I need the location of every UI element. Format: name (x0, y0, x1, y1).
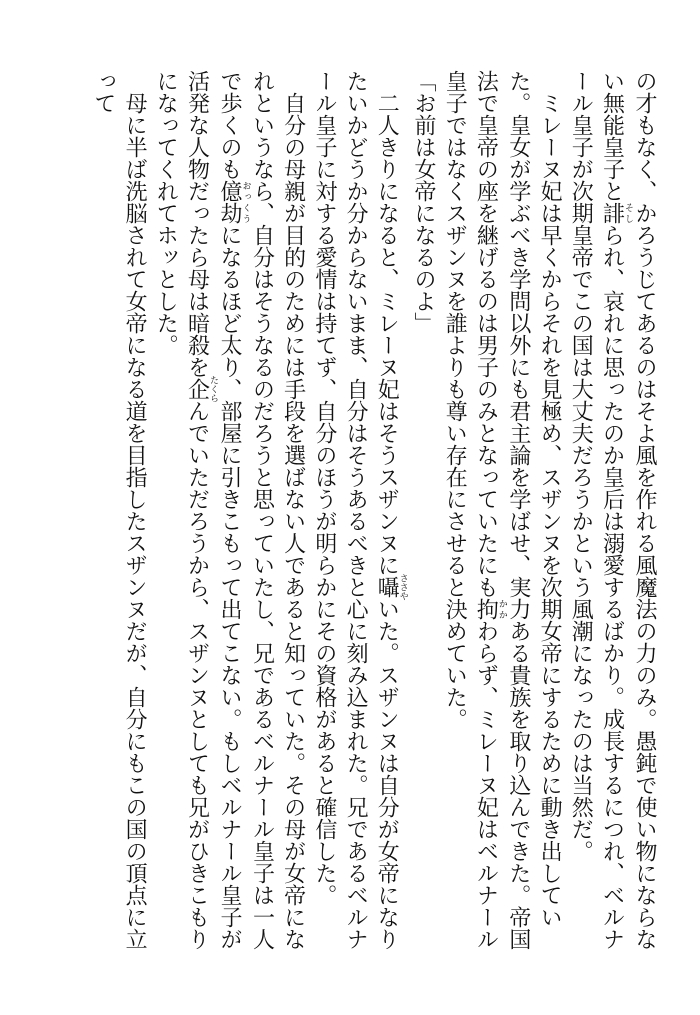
paragraph (309, 70, 408, 960)
ruby-reading: たくら (207, 375, 218, 403)
text-run: 母に半ば洗脳されて女帝になる道を目指したスザンヌだが、自分にもこの国の頂点に立って (90, 70, 148, 950)
ruby-reading: かか (496, 598, 507, 620)
paragraph (150, 70, 309, 960)
ruby-base: 拘 (473, 598, 499, 620)
ruby-base: 囁 (374, 573, 400, 601)
text-run: ミレーヌ妃は早くからそれを見極め、スザンヌを次期女帝にするために動き出していた。皇女が学ぶべき学問以外にも君主論を学ばせ、実力ある貴族を取り込んできた。帝国法で皇帝の座を継げるのは男子のみとなっていたにも (473, 70, 563, 950)
text-run: られ、哀れに思ったのか皇后は溺愛するばかり。成長するにつれ、ベルナール皇子が次期皇帝でこの国は大丈夫だろうかという風潮になったのは当然だ。 (568, 70, 625, 950)
text-run: いた。スザンヌは自分が女帝になりたいかどうか分からないまま、自分はそうあるべきと心に刻み込まれた。兄であるベルナール皇子に対する愛情は持てず、自分のほうが明らかにその資格があると確信した。 (311, 70, 400, 950)
text-run: わらず、ミレーヌ妃はベルナール皇子ではなくスザンヌを誰よりも尊い存在にさせると決めていた。 (442, 70, 499, 950)
paragraph (88, 70, 150, 960)
ruby-base: 億劫 (216, 180, 242, 224)
ruby-annotation (374, 573, 408, 601)
ruby-reading: おっくう (240, 180, 251, 224)
ruby-annotation (184, 375, 218, 403)
ruby-annotation (599, 202, 633, 224)
text-run: んでいただろうから、スザンヌとしても兄がひきこもりになってくれてホッとした。 (153, 70, 210, 950)
text-run: 二人きりになると、ミレーヌ妃はそうスザンヌに (374, 92, 400, 576)
ruby-annotation (473, 598, 507, 620)
vertical-text-body (30, 70, 660, 960)
ruby-base: 企 (184, 375, 210, 403)
paragraph (565, 70, 660, 960)
text-run: 「お前は女帝になるのよ」 (410, 70, 436, 334)
text-run: 自分の母親が目的のためには手段を選ばない人であると知っていた。その母が女帝になれというなら、自分はそうなるのだろうと思っていたし、兄であるベルナール皇子は一人で歩くのも (216, 70, 306, 950)
text-run: になるほど太り、部屋に引きこもって出てこない。もしベルナール皇子が活発な人物だったら母は暗殺を (184, 70, 242, 950)
ruby-reading: そし (623, 202, 633, 224)
ruby-reading: ささや (397, 573, 408, 601)
text-run: の才もなく、かろうじてあるのはそよ風を作れる風魔法の力のみ。愚鈍で使い物にならない無能皇子と (599, 70, 657, 950)
paragraph (439, 70, 565, 960)
ruby-base: 誹 (599, 202, 625, 224)
ruby-annotation (216, 180, 251, 224)
paragraph (408, 70, 439, 960)
